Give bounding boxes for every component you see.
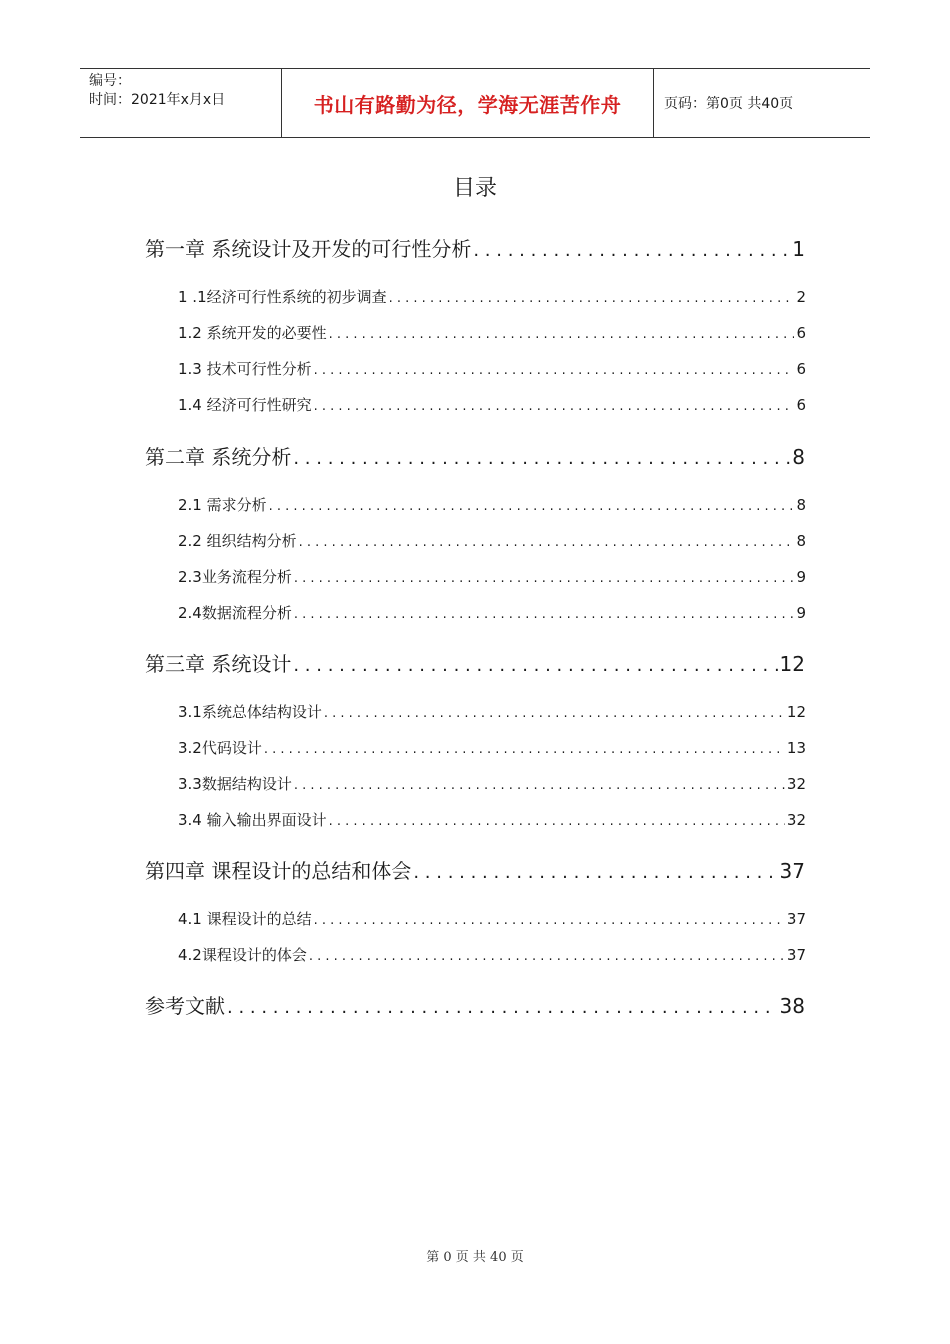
toc-entry-label: 1.3 技术可行性分析 [178, 360, 312, 378]
toc-entry-label: 4.2课程设计的体会 [178, 946, 307, 964]
toc-entry-page-number: 6 [796, 396, 806, 414]
toc-dot-leader [294, 571, 795, 586]
toc-dot-leader [324, 706, 785, 721]
toc-entry-page-number: 12 [786, 703, 806, 721]
toc-entry-label: 1 .1经济可行性系统的初步调查 [178, 288, 387, 306]
toc-entry-page-number: 6 [796, 360, 806, 378]
toc-entry-label: 4.1 课程设计的总结 [178, 910, 312, 928]
page-footer: 第 0 页 共 40 页 [426, 1250, 524, 1265]
page-header [80, 68, 870, 138]
toc-entry-label: 第三章 系统设计 [145, 652, 292, 676]
toc-dot-leader [389, 291, 795, 306]
toc-chapter-entry[interactable] [145, 233, 805, 261]
toc-section-entry[interactable] [178, 701, 806, 723]
header-page-info: 页码：第0页 共40页 [664, 96, 794, 112]
toc-section-entry[interactable] [178, 394, 806, 416]
toc-dot-leader [294, 778, 785, 793]
toc-entry-page-number: 8 [792, 445, 805, 469]
toc-dot-leader [227, 997, 778, 1018]
toc-dot-leader [314, 399, 795, 414]
toc-entry-page-number: 8 [796, 496, 806, 514]
toc-section-entry[interactable] [178, 944, 806, 966]
toc-dot-leader [329, 814, 785, 829]
toc-chapter-entry[interactable] [145, 990, 805, 1018]
toc-entry-page-number: 9 [796, 568, 806, 586]
toc-section-entry[interactable] [178, 530, 806, 552]
header-slogan: 书山有路勤为径，学海无涯苦作舟 [282, 69, 654, 137]
toc-chapter-entry[interactable] [145, 648, 805, 676]
toc-dot-leader [269, 499, 795, 514]
toc-chapter-entry[interactable] [145, 441, 805, 469]
toc-entry-label: 参考文献 [145, 994, 225, 1018]
document-number-label: 编号： [89, 73, 131, 89]
toc-entry-label: 2.1 需求分析 [178, 496, 267, 514]
toc-dot-leader [473, 240, 790, 261]
toc-entry-label: 1.4 经济可行性研究 [178, 396, 312, 414]
toc-entry-page-number: 8 [796, 532, 806, 550]
toc-dot-leader [293, 655, 777, 676]
toc-dot-leader [329, 327, 795, 342]
toc-section-entry[interactable] [178, 773, 806, 795]
toc-entry-label: 第四章 课程设计的总结和体会 [145, 859, 412, 883]
document-time-label: 时间：2021年x月x日 [89, 92, 226, 108]
header-meta-cell [80, 69, 282, 137]
toc-dot-leader [299, 535, 795, 550]
toc-entry-page-number: 38 [779, 994, 805, 1018]
toc-entry-label: 1.2 系统开发的必要性 [178, 324, 327, 342]
toc-dot-leader [264, 742, 785, 757]
toc-entry-page-number: 32 [786, 775, 806, 793]
toc-title: 目录 [452, 176, 497, 201]
toc-entry-label: 2.2 组织结构分析 [178, 532, 297, 550]
toc-entry-label: 3.2代码设计 [178, 739, 262, 757]
toc-entry-page-number: 6 [796, 324, 806, 342]
toc-dot-leader [294, 607, 795, 622]
toc-entry-page-number: 13 [786, 739, 806, 757]
toc-dot-leader [309, 949, 785, 964]
toc-entry-label: 3.3数据结构设计 [178, 775, 292, 793]
toc-entry-label: 3.4 输入输出界面设计 [178, 811, 327, 829]
toc-entry-page-number: 37 [786, 910, 806, 928]
toc-dot-leader [293, 448, 790, 469]
toc-dot-leader [314, 363, 795, 378]
toc-dot-leader [413, 862, 777, 883]
toc-section-entry[interactable] [178, 494, 806, 516]
toc-entry-page-number: 12 [779, 652, 805, 676]
toc-entry-page-number: 37 [779, 859, 805, 883]
toc-section-entry[interactable] [178, 908, 806, 930]
toc-entry-page-number: 32 [786, 811, 806, 829]
toc-entry-label: 3.1系统总体结构设计 [178, 703, 322, 721]
toc-section-entry[interactable] [178, 602, 806, 624]
toc-entry-page-number: 9 [796, 604, 806, 622]
toc-chapter-entry[interactable] [145, 855, 805, 883]
toc-entry-page-number: 1 [792, 237, 805, 261]
toc-entry-label: 第一章 系统设计及开发的可行性分析 [145, 237, 472, 261]
toc-entry-page-number: 37 [786, 946, 806, 964]
toc-section-entry[interactable] [178, 286, 806, 308]
toc-entry-label: 第二章 系统分析 [145, 445, 292, 469]
toc-section-entry[interactable] [178, 322, 806, 344]
toc-entry-label: 2.3业务流程分析 [178, 568, 292, 586]
toc-section-entry[interactable] [178, 737, 806, 759]
toc-entry-label: 2.4数据流程分析 [178, 604, 292, 622]
toc-section-entry[interactable] [178, 358, 806, 380]
toc-entry-page-number: 2 [796, 288, 806, 306]
toc-section-entry[interactable] [178, 809, 806, 831]
toc-section-entry[interactable] [178, 566, 806, 588]
toc-dot-leader [314, 913, 785, 928]
